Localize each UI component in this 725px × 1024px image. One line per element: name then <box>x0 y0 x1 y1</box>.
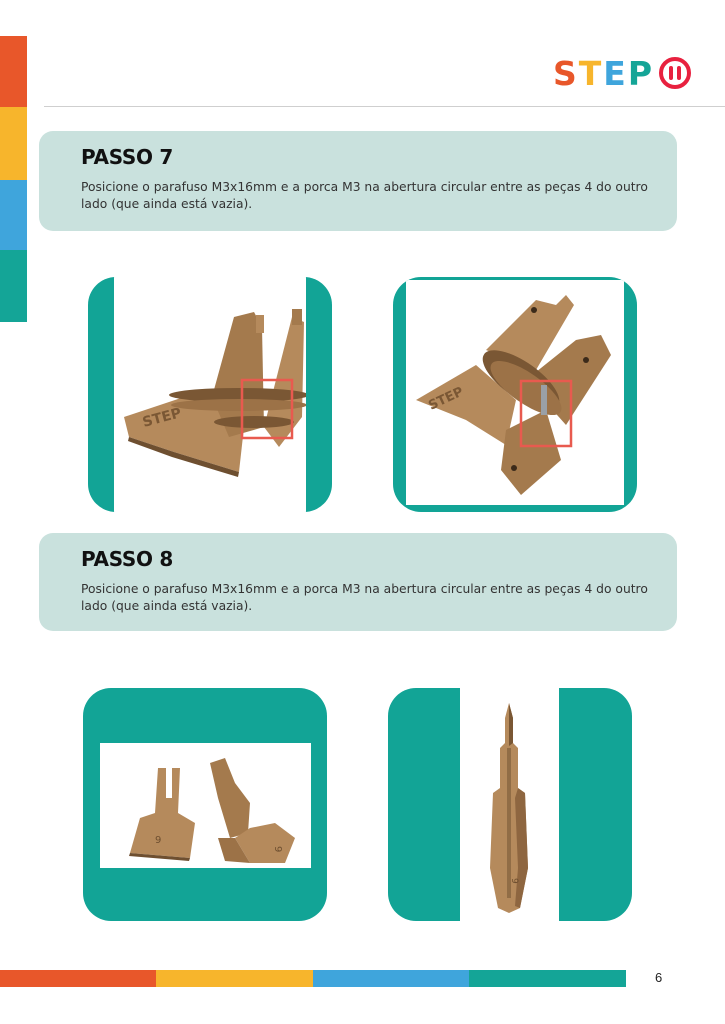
page-number: 6 <box>655 970 663 985</box>
pieces-photo-left <box>100 743 311 868</box>
step-8-title: PASSO 8 <box>81 547 173 571</box>
logo-letter-e: E <box>603 53 628 93</box>
footer-color-bar <box>0 970 626 987</box>
step-logo <box>553 53 692 93</box>
engraved-logo-left: STEP <box>140 405 184 431</box>
header-divider <box>44 106 725 107</box>
strip-yellow <box>0 107 27 180</box>
logo-badge-icon <box>658 56 692 90</box>
bar-blue <box>313 970 469 987</box>
step-7-text: Posicione o parafuso M3x16mm e a porca M3 na abertura circular entre as peças 4 do outro lado (que ainda está vazia). <box>81 180 648 211</box>
step-8-text: Posicione o parafuso M3x16mm e a porca M3 na abertura circular entre as peças 4 do outro lado (que ainda está vazia). <box>81 582 648 613</box>
step-7-box <box>39 131 677 231</box>
logo-wordmark <box>553 53 655 93</box>
logo-letter-p: P <box>627 53 655 93</box>
step-7-photo-right <box>406 280 624 505</box>
step-7-photo-left-card <box>88 277 332 512</box>
step-8-photo-right-card <box>388 688 632 921</box>
piece-number-left: 9 <box>155 835 162 846</box>
logo-letter-t: T <box>578 53 604 93</box>
step-7-title: PASSO 7 <box>81 145 173 169</box>
piece-number-tower: 9 <box>509 878 519 884</box>
step-8-photo-left <box>100 743 311 868</box>
bar-yellow <box>156 970 313 987</box>
tower-photo <box>460 688 559 921</box>
bar-orange <box>0 970 156 987</box>
piece-number-right: 9 <box>272 846 283 853</box>
assembly-photo-right <box>406 280 624 505</box>
step-8-box <box>39 533 677 631</box>
strip-teal <box>0 250 27 322</box>
logo-letter-s: S <box>553 53 579 93</box>
assembly-photo-left <box>114 277 306 512</box>
bar-teal <box>469 970 626 987</box>
engraved-logo-right: STEP <box>426 384 466 414</box>
step-8-photo-right <box>460 688 559 921</box>
step-7-photo-left <box>114 277 306 512</box>
strip-orange <box>0 36 27 107</box>
step-7-photo-right-card <box>393 277 637 512</box>
strip-blue <box>0 180 27 250</box>
step-8-photo-left-card <box>83 688 327 921</box>
side-color-strip <box>0 36 27 322</box>
